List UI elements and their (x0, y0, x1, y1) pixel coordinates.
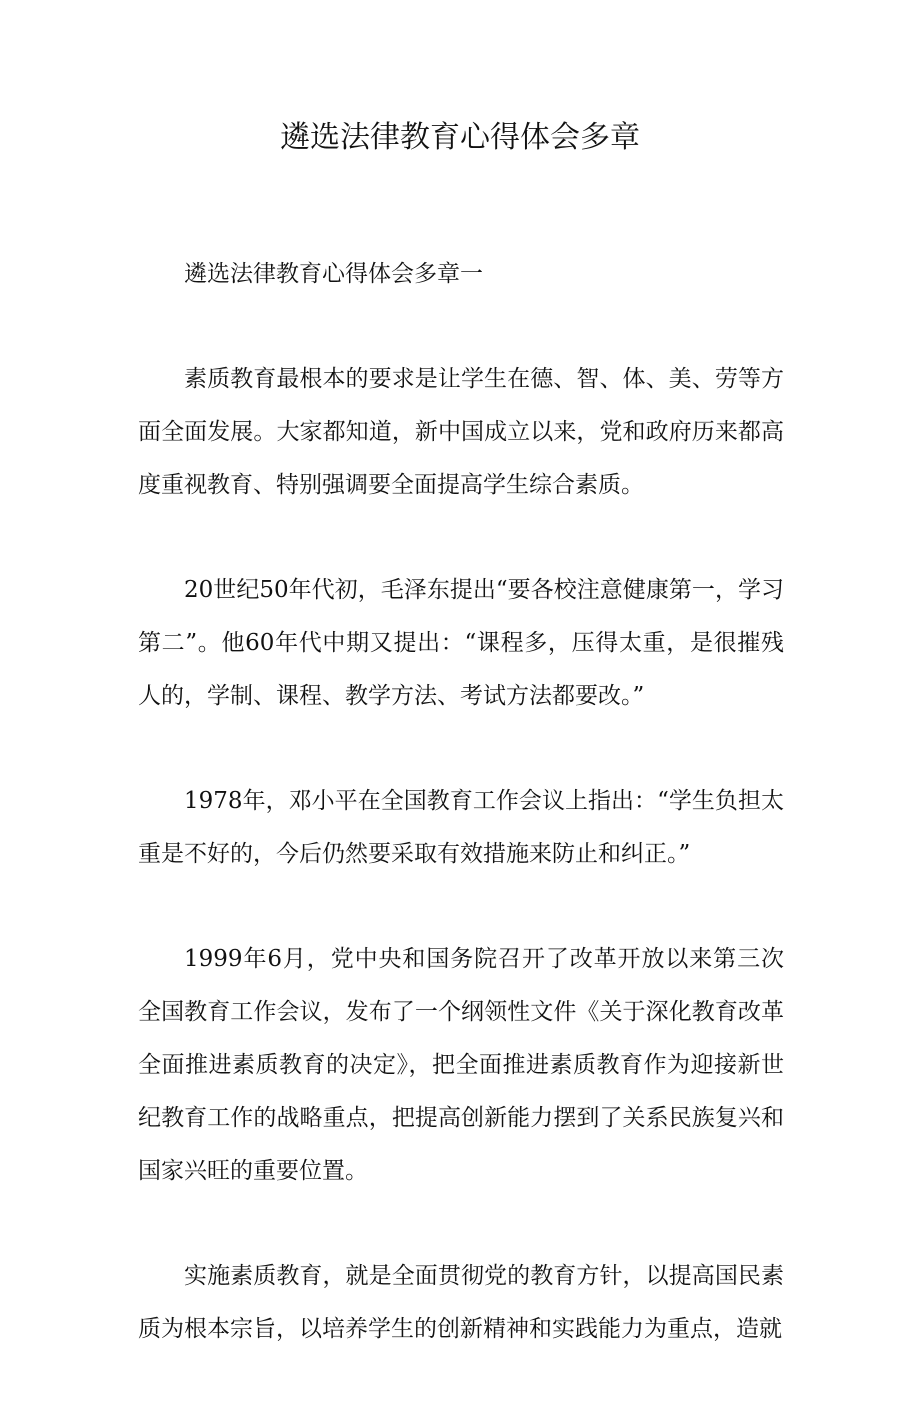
document-body (138, 248, 784, 1408)
section-heading: 遴选法律教育心得体会多章一 (184, 261, 483, 287)
paragraph-1: 素质教育最根本的要求是让学生在德、智、体、美、劳等方面全面发展。大家都知道，新中国成立以来，党和政府历来都高度重视教育、特别强调要全面提高学生综合素质。 (138, 366, 784, 498)
document-title: 遴选法律教育心得体会多章 (280, 120, 640, 155)
paragraph-4: 1999年6月，党中央和国务院召开了改革开放以来第三次全国教育工作会议，发布了一个纲领性文件《关于深化教育改革全面推进素质教育的决定》，把全面推进素质教育作为迎接新世纪教育工作的战略重点，把提高创新能力摆到了关系民族复兴和国家兴旺的重要位置。 (138, 946, 784, 1184)
paragraph-2: 20世纪50年代初，毛泽东提出“要各校注意健康第一，学习第二”。他60年代中期又提出：“课程多，压得太重，是很摧残人的，学制、课程、教学方法、考试方法都要改。” (138, 577, 784, 709)
paragraph-3: 1978年，邓小平在全国教育工作会议上指出：“学生负担太重是不好的，今后仍然要采取有效措施来防止和纠正。” (138, 788, 784, 867)
paragraph-5: 实施素质教育，就是全面贯彻党的教育方针，以提高国民素质为根本宗旨，以培养学生的创新精神和实践能力为重点，造就 (138, 1263, 784, 1342)
